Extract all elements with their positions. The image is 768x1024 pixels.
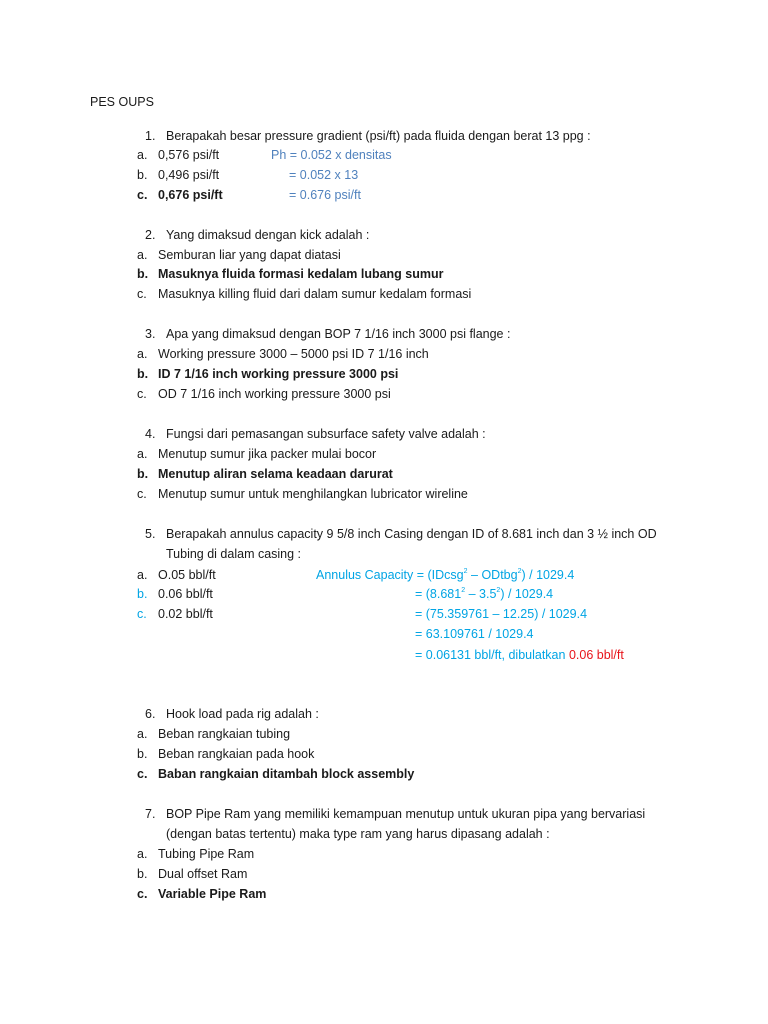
option-text: Beban rangkaian pada hook (158, 747, 315, 761)
question-text: Hook load pada rig adalah : (166, 707, 319, 721)
option-text-correct: Variable Pipe Ram (158, 887, 267, 901)
option-letter-correct: c. (137, 887, 148, 901)
option-text-correct: ID 7 1/16 inch working pressure 3000 psi (158, 367, 399, 381)
question-text: Apa yang dimaksud dengan BOP 7 1/16 inch 3000 psi flange : (166, 327, 511, 341)
question-number: 4. (145, 427, 156, 441)
option-letter: b. (137, 168, 148, 182)
working-line: = 0.676 psi/ft (289, 188, 361, 202)
question-text: BOP Pipe Ram yang memiliki kemampuan menutup untuk ukuran pipa yang bervariasi (166, 807, 646, 821)
question-text: Fungsi dari pemasangan subsurface safety valve adalah : (166, 427, 486, 441)
option-letter: c. (137, 287, 147, 301)
working-line: = $(8.681^2 - 3.5^2) / 1029.4$ (415, 587, 554, 601)
option-text: Working pressure 3000 – 5000 psi ID 7 1/16 inch (158, 347, 429, 361)
question-text: Berapakah besar pressure gradient (psi/ft) pada fluida dengan berat 13 ppg : (166, 129, 591, 143)
option-text-correct: 0,676 psi/ft (158, 188, 223, 202)
option-text: Dual offset Ram (158, 867, 248, 881)
option-letter: b. (137, 867, 148, 881)
question-text-continued: Tubing di dalam casing : (166, 547, 302, 561)
option-letter-correct: b. (137, 367, 149, 381)
working-line: Ph = 0.052 x densitas (271, 148, 392, 162)
question-number: 2. (145, 228, 156, 242)
question-number: 3. (145, 327, 156, 341)
option-text: 0.02 bbl/ft (158, 607, 213, 621)
question-number: 6. (145, 707, 156, 721)
option-letter: b. (137, 747, 148, 761)
option-text: Menutup sumur untuk menghilangkan lubricator wireline (158, 487, 468, 501)
option-letter: a. (137, 568, 148, 582)
option-letter-highlighted: b. (137, 587, 148, 601)
question-number: 1. (145, 129, 156, 143)
working-line: = 63.109761 / 1029.4 (415, 627, 534, 641)
option-text: 0,496 psi/ft (158, 168, 220, 182)
option-text: Beban rangkaian tubing (158, 727, 291, 741)
option-letter-correct: b. (137, 267, 149, 281)
option-letter: c. (137, 387, 147, 401)
working-line: = 0.052 x 13 (289, 168, 359, 182)
option-text: 0.06 bbl/ft (158, 587, 213, 601)
option-letter-correct: c. (137, 767, 148, 781)
question-text-continued: (dengan batas tertentu) maka type ram yang harus dipasang adalah : (166, 827, 550, 841)
question-number: 7. (145, 807, 156, 821)
question-text: Berapakah annulus capacity 9 5/8 inch Casing dengan ID of 8.681 inch dan 3 ½ inch OD (166, 527, 657, 541)
working-line-annulus-formula: Annulus Capacity = (IDcsg$^2$ – ODtbg$^2$) / 1029.4 (316, 568, 575, 582)
option-letter: a. (137, 727, 148, 741)
option-text: Masuknya killing fluid dari dalam sumur kedalam formasi (158, 287, 472, 301)
option-text-correct: Menutup aliran selama keadaan darurat (158, 467, 393, 481)
option-text: Tubing Pipe Ram (158, 847, 255, 861)
option-text-correct: Masuknya fluida formasi kedalam lubang sumur (158, 267, 444, 281)
option-letter-correct: b. (137, 467, 149, 481)
option-letter: a. (137, 847, 148, 861)
option-text: 0,576 psi/ft (158, 148, 220, 162)
option-text: O.05 bbl/ft (158, 568, 216, 582)
option-letter: a. (137, 248, 148, 262)
question-number: 5. (145, 527, 156, 541)
option-letter: a. (137, 447, 148, 461)
option-letter-highlighted: c. (137, 607, 147, 621)
final-answer: 0.06 bbl/ft (568, 648, 624, 662)
question-text: Yang dimaksud dengan kick adalah : (166, 228, 370, 242)
working-line-result: = 0.06131 bbl/ft, dibulatkan 0.06 bbl/ft (415, 648, 624, 662)
option-letter-correct: c. (137, 188, 148, 202)
option-text: OD 7 1/16 inch working pressure 3000 psi (158, 387, 391, 401)
option-text: Menutup sumur jika packer mulai bocor (158, 447, 377, 461)
option-letter: c. (137, 487, 147, 501)
option-text-correct: Baban rangkaian ditambah block assembly (158, 767, 415, 781)
option-text: Semburan liar yang dapat diatasi (158, 248, 341, 262)
option-letter: a. (137, 148, 148, 162)
document-title: PES OUPS (90, 95, 154, 109)
working-line: = (75.359761 – 12.25) / 1029.4 (415, 607, 588, 621)
option-letter: a. (137, 347, 148, 361)
